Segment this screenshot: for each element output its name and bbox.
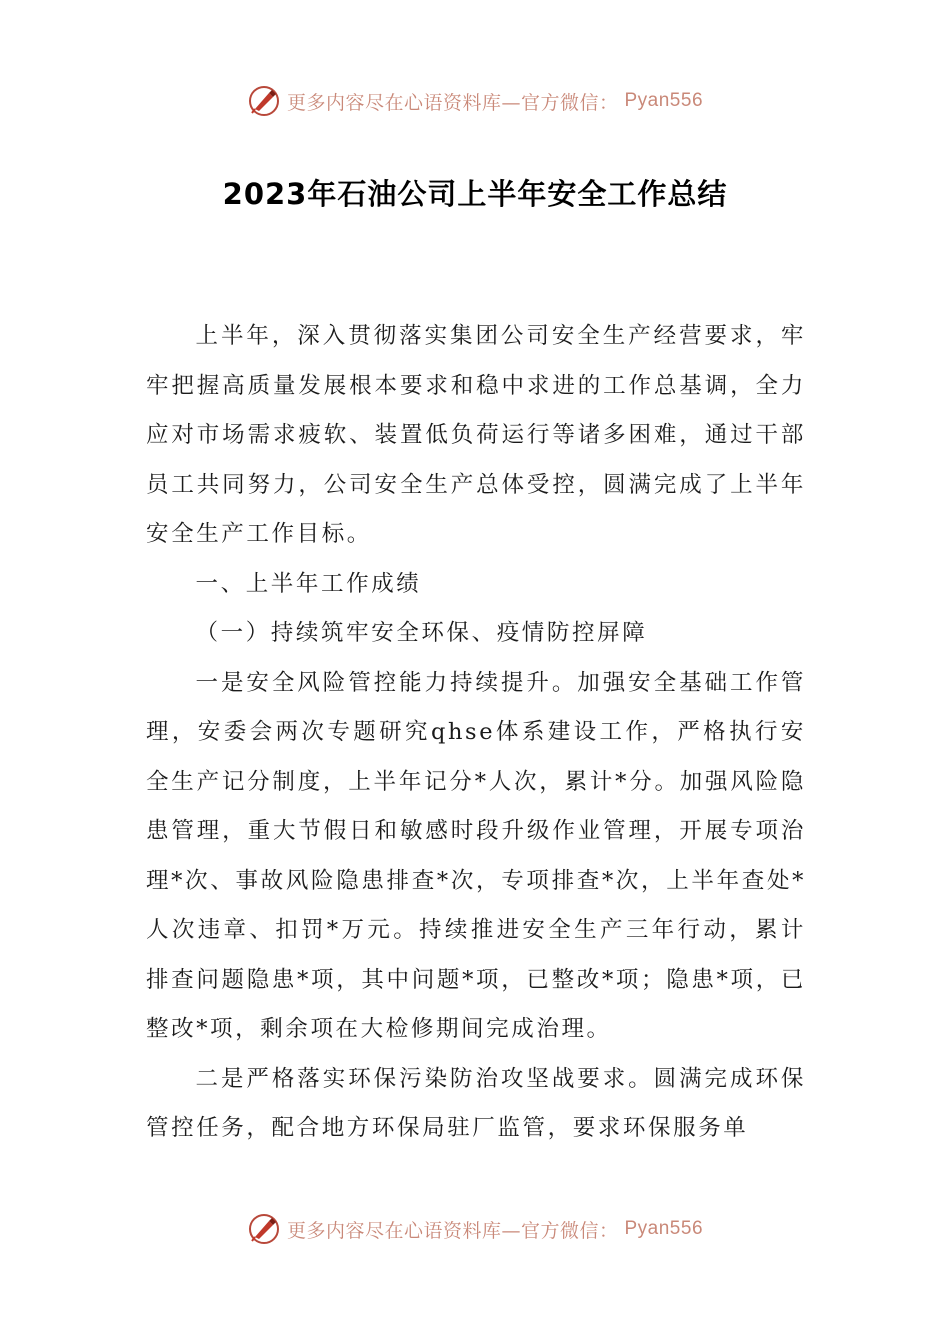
body-paragraph: 一是安全风险管控能力持续提升。加强安全基础工作管理，安委会两次专题研究qhse体系建设工作，严格执行安全生产记分制度，上半年记分*人次，累计*分。加强风险隐患管理，重大节假日和敏感时段升级作业管理，开展专项治理*次、事故风险隐患排查*次，专项排查*次，上半年查处*人次违章、扣罚*万元。持续推进安全生产三年行动，累计排查问题隐患*项，其中问题*项，已整改*项；隐患*项，已整改*项，剩余项在大检修期间完成治理。 xyxy=(146,669,806,1042)
watermark-footer xyxy=(0,1212,950,1246)
pen-nib-logo-icon xyxy=(247,1212,281,1246)
watermark-account: Pyan556 xyxy=(624,1218,704,1239)
pen-nib-logo-icon xyxy=(247,84,281,118)
document-title: 2023年石油公司上半年安全工作总结 xyxy=(222,177,728,211)
document-body xyxy=(146,312,806,1154)
subsection-heading: （一）持续筑牢安全环保、疫情防控屏障 xyxy=(195,620,648,646)
watermark-account: Pyan556 xyxy=(624,90,704,111)
watermark-header xyxy=(0,84,950,118)
body-paragraph: 二是严格落实环保污染防治攻坚战要求。圆满完成环保管控任务，配合地方环保局驻厂监管，要求环保服务单 xyxy=(146,1065,806,1141)
section-heading: 一、上半年工作成绩 xyxy=(195,570,422,597)
intro-paragraph: 上半年，深入贯彻落实集团公司安全生产经营要求，牢牢把握高质量发展根本要求和稳中求进的工作总基调，全力应对市场需求疲软、装置低负荷运行等诸多困难，通过干部员工共同努力，公司安全生产总体受控，圆满完成了上半年安全生产工作目标。 xyxy=(146,323,806,547)
watermark-text: 更多内容尽在心语资料库—官方微信： xyxy=(286,91,619,114)
watermark-text: 更多内容尽在心语资料库—官方微信： xyxy=(286,1219,619,1242)
